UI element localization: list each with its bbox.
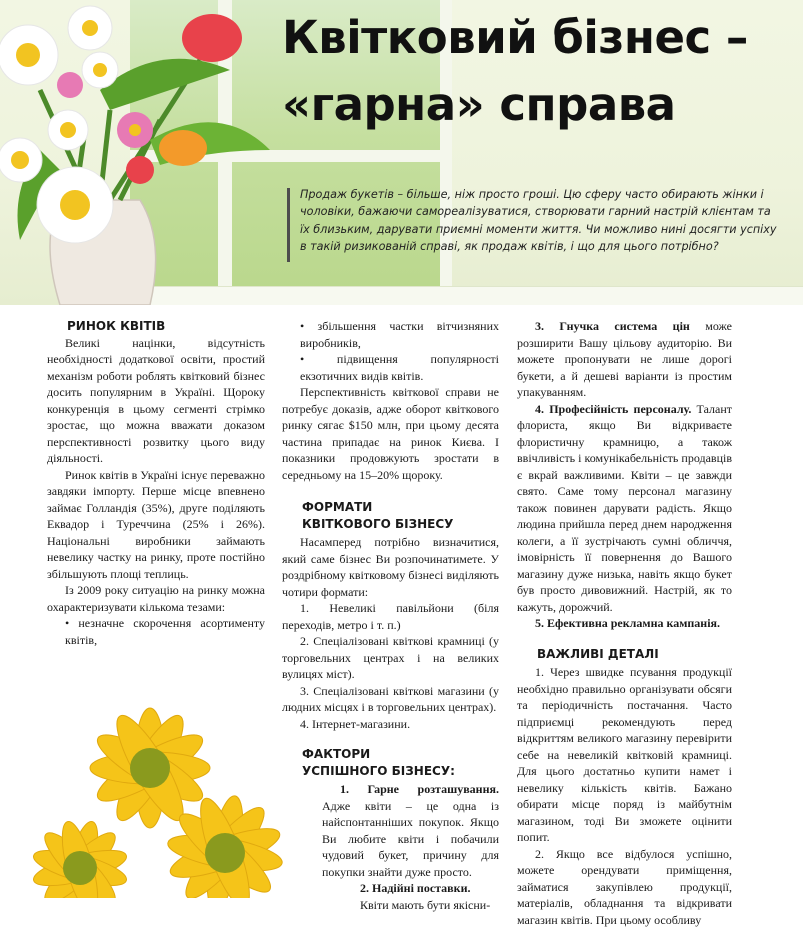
heading-line: ФАКТОРИ [302, 747, 370, 761]
factor-item [517, 318, 732, 401]
section-heading-market: РИНОК КВІТІВ [67, 318, 265, 335]
factor-item [517, 615, 732, 632]
column-3 [517, 318, 732, 928]
section-heading-details: ВАЖЛИВІ ДЕТАЛІ [537, 646, 732, 663]
list-item: 1. Невеликі павільйони (біля переходів, метро і т. п.) [282, 600, 499, 633]
bullet-item: • незначне скорочення асортименту квітів, [47, 615, 265, 648]
section-heading-factors [302, 746, 499, 779]
paragraph: Великі націнки, відсутність необхідності додаткової освіти, простий механізм роботи роблять квітковий бізнес досить популярним в Україні. Щороку конкуренція в цьому сегменті стрімко зростає, що можна вважати доказом перспективності розвитку цього виду діяльності. [47, 335, 265, 467]
title-line-1: Квітковий бізнес – [282, 11, 748, 64]
column-1 [47, 318, 265, 648]
factor-text: може розширити Вашу цільову аудиторію. Ви можете пропонувати не лише дорогі букети, а й дешеві варіанти із простим упакуванням. [517, 319, 732, 399]
paragraph: Ринок квітів в Україні існує переважно завдяки імпорту. Перше місце впевнено займає Голландія (35%), друге поділяють Еквадор і Туреччина (25% і 26%). Національні виробники займають невелику частку на ринку, проте постійно збільшують площі теплиць. [47, 467, 265, 583]
list-item: 4. Інтернет-магазини. [282, 716, 499, 733]
flower-bouquet-illustration [0, 0, 290, 305]
yellow-daisy-illustration [0, 678, 330, 898]
paragraph: Насамперед потрібно визначитися, який саме бізнес Ви розпочинатимете. У роздрібному квітковому бізнесі виділяють чотири формати: [282, 534, 499, 600]
paragraph: Із 2009 року ситуацію на ринку можна охарактеризувати кількома тезами: [47, 582, 265, 615]
title-line-2: «гарна» справа [282, 78, 676, 131]
hero-banner [0, 0, 803, 305]
list-item: 3. Спеціалізовані квіткові магазини (у людних місцях і в торговельних центрах). [282, 683, 499, 716]
factor-item [517, 401, 732, 616]
factor-title: 1. Гарне розташування. [340, 782, 499, 796]
lead-accent-bar [287, 188, 290, 262]
bullet-item: • підвищення популярності екзотичних видів квітів. [282, 351, 499, 384]
factor-text: Адже квіти – це одна із найспонтанніших покупок. Якщо Ви любите квіти і побачили чудовий букет, причину для покупки знайти дуже просто. [322, 799, 499, 879]
factor-item [282, 897, 499, 914]
factor-text: Квіти мають бути якісни- [360, 898, 490, 912]
heading-line: ФОРМАТИ [302, 500, 372, 514]
heading-line: УСПІШНОГО БІЗНЕСУ: [302, 764, 455, 778]
factor-title: 4. Професійність персоналу. [535, 402, 691, 416]
factor-title: 5. Ефективна рекламна кампанія. [535, 616, 720, 630]
factor-text: Талант флориста, якщо Ви відкриваєте флористичну крамницю, а також ввічливість і комунікабельність продавців є вкрай важливими. Квіти – це завжди свято. Саме тому персонал магазину також повинен дарувати радість. Якщо людина прийшла перед днем народження колеги, а її зустрічають сумні обличчя, імовірність її повернення до Вашого магазину дуже низька, навіть якщо букет був просто дивовижний. Настрій, як то кажуть, дорожчий. [517, 402, 732, 614]
heading-line: КВІТКОВОГО БІЗНЕСУ [302, 517, 453, 531]
article-lead: Продаж букетів – більше, ніж просто гроші. Цю сферу часто обирають жінки і чоловіки, бажаючи самореалізуватися, створювати гарний настрій клієнтам та їх близьким, дарувати приємні моменти життя. Чи можливо нині досягти успіху в такій ризикованій справі, як продаж квітів, і що для цього потрібно? [300, 186, 780, 256]
bullet-item: • збільшення частки вітчизняних виробників, [282, 318, 499, 351]
factor-title: 2. Надійні поставки. [360, 881, 471, 895]
list-item: 2. Спеціалізовані квіткові крамниці (у торговельних центрах і на великих вулицях міст). [282, 633, 499, 683]
paragraph: Перспективність квіткової справи не потребує доказів, адже оборот квіткового ринку сягає $150 млн, при цьому десята частина припадає на ринок Києва. І показники продовжують зростати в середньому на 15–20% щороку. [282, 384, 499, 483]
section-heading-formats [302, 499, 499, 532]
article-title [282, 4, 782, 138]
factor-title: 3. Гнучка система цін [535, 319, 690, 333]
paragraph: 2. Якщо все відбулося успішно, можете орендувати приміщення, займатися закупівлею продукції, матеріалів, обладнання та відкривати магазин квітів. При цьому особливу [517, 846, 732, 928]
paragraph: 1. Через швидке псування продукції необхідно правильно організувати обсяги та періодичність постачання. Часто підприємці рекомендують перед відкриттям великого магазину перевірити себе на невеликій квітковій крамниці. Для цього достатньо купити намет і невелику кількість квітів. Бажано обирати місце поряд із майбутнім магазином, тоді Ви зможете оцінити попит. [517, 664, 732, 846]
